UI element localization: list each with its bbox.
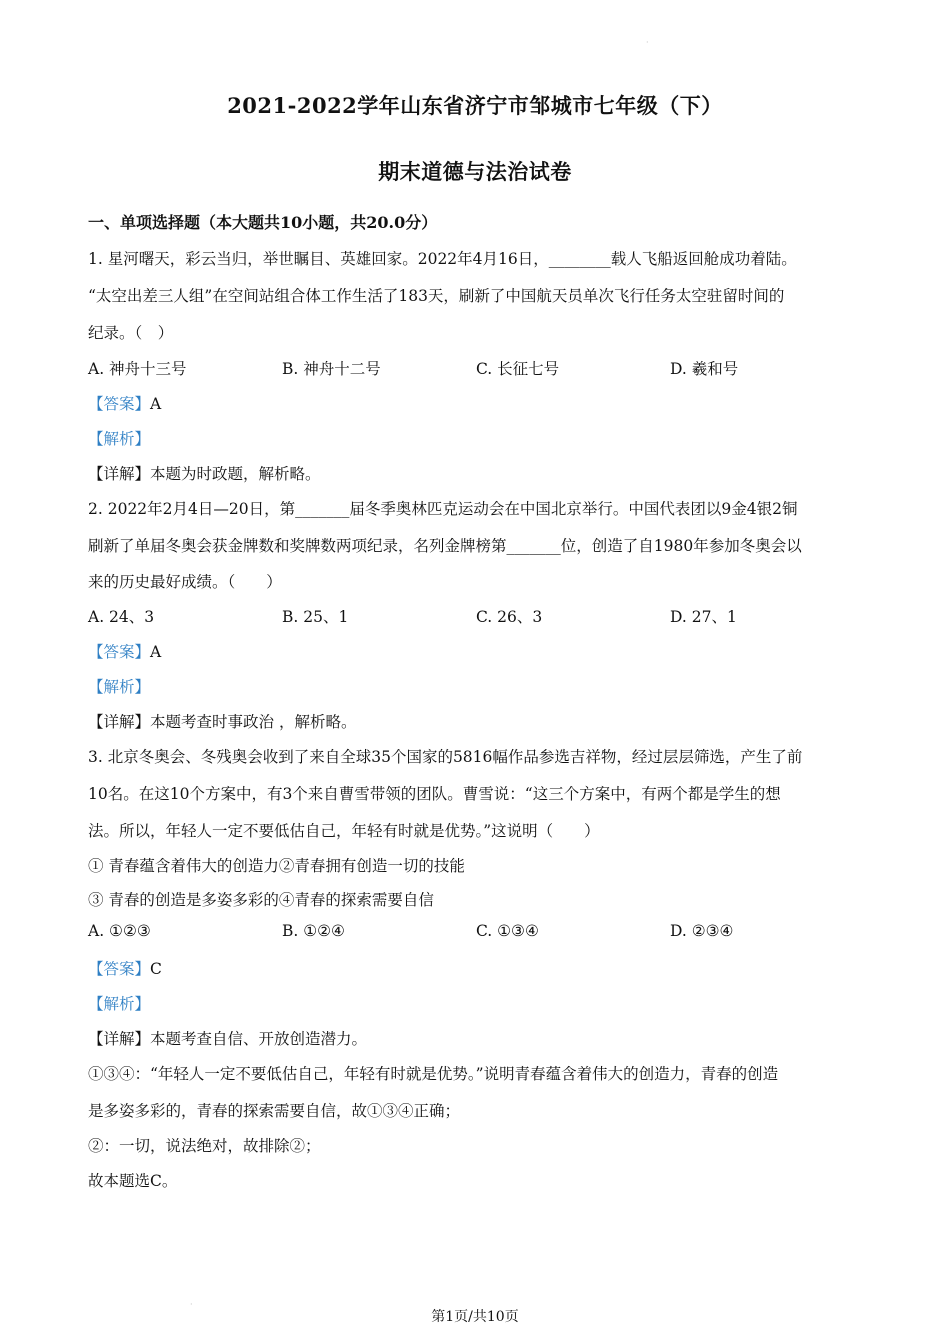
- exam-title-line1: 2021-2022学年山东省济宁市邹城市七年级（下）: [227, 93, 723, 118]
- detail-tag: 【详解】: [88, 465, 151, 483]
- detail-tag: 【详解】: [88, 1030, 151, 1048]
- option-d: D. ②③④: [670, 922, 734, 940]
- section-heading: 一、单项选择题（本大题共10小题，共20.0分）: [88, 213, 438, 232]
- statement-line: ① 青春蕴含着伟大的创造力②青春拥有创造一切的技能: [88, 857, 465, 875]
- detail-line: [88, 462, 321, 484]
- option-a: A. 24、3: [88, 608, 155, 626]
- corner-mark: ·: [190, 1300, 193, 1309]
- answer-value: A: [150, 395, 162, 413]
- answer-tag: 【答案】: [88, 643, 151, 661]
- option-d: D. 羲和号: [670, 360, 739, 378]
- option-d: D. 27、1: [670, 608, 737, 626]
- question-text-line: 2. 2022年2月4日—20日，第_______届冬季奥林匹克运动会在中国北京举行。中国代表团以9金4银2铜: [88, 500, 798, 518]
- question-text-line: 3. 北京冬奥会、冬残奥会收到了来自全球35个国家的5816幅作品参选吉祥物，经过层层筛选，产生了前: [88, 748, 803, 766]
- answer-tag: 【答案】: [88, 395, 151, 413]
- option-c: C. 长征七号: [476, 360, 560, 378]
- detail-text-line: 故本题选C。: [88, 1172, 178, 1190]
- answer-value: A: [150, 643, 162, 661]
- detail-line: [88, 1027, 367, 1049]
- detail-text-line: ②：一切，说法绝对，故排除②；: [88, 1137, 321, 1155]
- question-text-line: 10名。在这10个方案中，有3个来自曹雪带领的团队。曹雪说：“这三个方案中，有两个都是学生的想: [88, 785, 781, 803]
- analysis-tag: 【解析】: [88, 430, 151, 448]
- statement-line: ③ 青春的创造是多姿多彩的④青春的探索需要自信: [88, 891, 434, 909]
- option-a: A. ①②③: [88, 922, 151, 940]
- detail-text: 本题考查时事政治 ，解析略。: [150, 713, 357, 731]
- page-footer: 第1页/共10页: [431, 1309, 519, 1325]
- question-text-line: “太空出差三人组”在空间站组合体工作生活了183天，刷新了中国航天员单次飞行任务太空驻留时间的: [88, 287, 785, 305]
- option-b: B. 神舟十二号: [282, 360, 381, 378]
- answer-line: [88, 957, 162, 979]
- option-b: B. ①②④: [282, 922, 345, 940]
- corner-mark: ·: [646, 38, 649, 47]
- option-c: C. ①③④: [476, 922, 539, 940]
- analysis-tag: 【解析】: [88, 995, 151, 1013]
- detail-text: 本题考查自信、开放创造潜力。: [150, 1030, 368, 1048]
- answer-line: [88, 392, 161, 414]
- option-b: B. 25、1: [282, 608, 349, 626]
- question-text-line: 刷新了单届冬奥会获金牌数和奖牌数两项纪录，名列金牌榜第_______位，创造了自1980年参加冬奥会以: [88, 537, 802, 555]
- detail-text: 本题为时政题，解析略。: [150, 465, 321, 483]
- question-text-line: 法。所以，年轻人一定不要低估自己，年轻有时就是优势。”这说明（ ）: [88, 822, 600, 840]
- exam-title-line2: 期末道德与法治试卷: [378, 159, 572, 184]
- detail-text-line: 是多姿多彩的，青春的探索需要自信，故①③④正确；: [88, 1102, 461, 1120]
- question-text-line: 纪录。（ ）: [88, 324, 174, 342]
- detail-text-line: ①③④：“年轻人一定不要低估自己，年轻有时就是优势。”说明青春蕴含着伟大的创造力，青春的创造: [88, 1065, 779, 1083]
- answer-value: C: [150, 960, 162, 978]
- answer-line: [88, 640, 161, 662]
- answer-tag: 【答案】: [88, 960, 151, 978]
- question-text-line: 来的历史最好成绩。（ ）: [88, 573, 282, 591]
- detail-tag: 【详解】: [88, 713, 151, 731]
- option-c: C. 26、3: [476, 608, 543, 626]
- question-text-line: 1. 星河曙天，彩云当归，举世瞩目、英雄回家。2022年4月16日，________载人飞船返回舱成功着陆。: [88, 250, 797, 268]
- option-a: A. 神舟十三号: [88, 360, 187, 378]
- detail-line: [88, 710, 356, 732]
- analysis-tag: 【解析】: [88, 678, 151, 696]
